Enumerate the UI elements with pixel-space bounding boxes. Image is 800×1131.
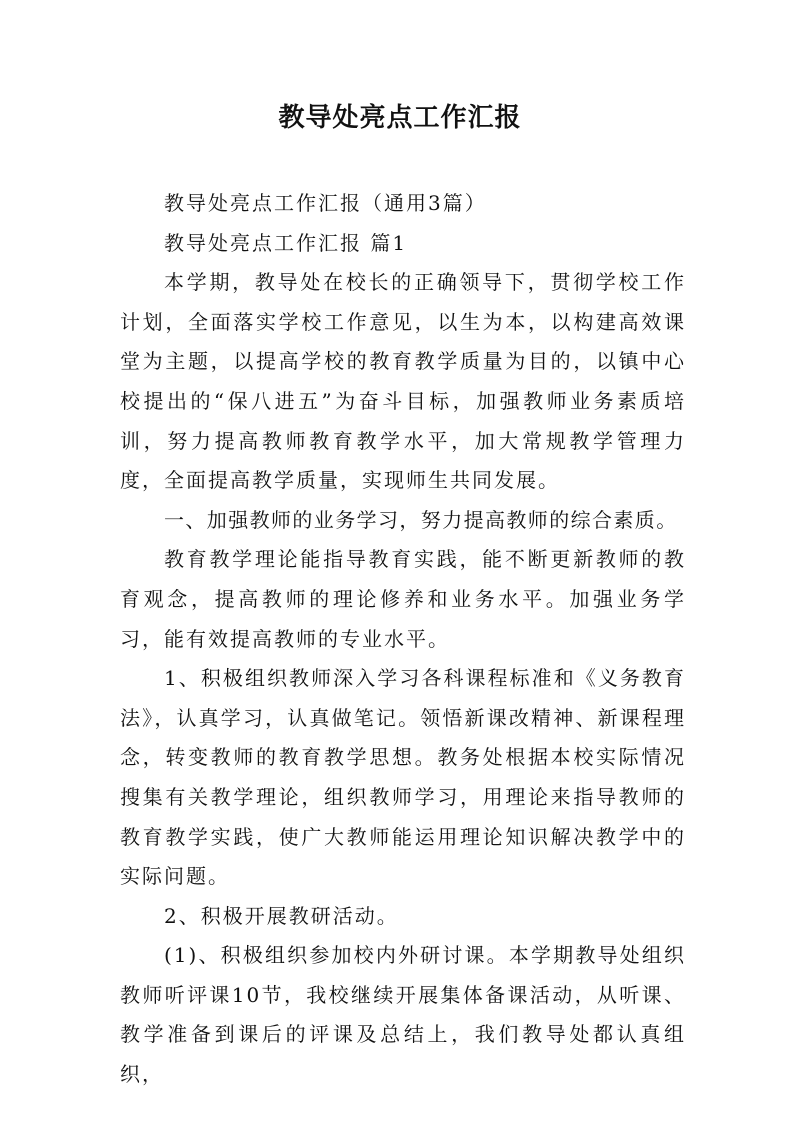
section-heading: 教导处亮点工作汇报 篇1 (164, 230, 408, 255)
document-body (120, 184, 686, 1095)
paragraph: 教育教学理论能指导教育实践，能不断更新教师的教育观念，提高教师的理论修养和业务水平。加强业务学习，能有效提高教师的专业水平。 (120, 547, 686, 651)
paragraph: 一、加强教师的业务学习，努力提高教师的综合素质。 (164, 507, 678, 532)
paragraph: 本学期，教导处在校长的正确领导下，贯彻学校工作计划，全面落实学校工作意见，以生为本，以构建高效课堂为主题，以提高学校的教育教学质量为目的，以镇中心校提出的“保八进五”为奋斗目标，加强教师业务素质培训，努力提高教师教育教学水平，加大常规教学管理力度，全面提高教学质量，实现师生共同发展。 (120, 270, 686, 493)
paragraph: (1)、积极组织参加校内外研讨课。本学期教导处组织教师听评课10节，我校继续开展集体备课活动，从听课、教学准备到课后的评课及总结上，我们教导处都认真组织， (120, 943, 686, 1087)
paragraph: 2、积极开展教研活动。 (164, 903, 399, 928)
doc-subtitle: 教导处亮点工作汇报（通用3篇） (164, 191, 487, 215)
paragraph: 1、积极组织教师深入学习各科课程标准和《义务教育法》，认真学习，认真做笔记。领悟新课改精神、新课程理念，转变教师的教育教学思想。教务处根据本校实际情况搜集有关教学理论，组织教师学习，用理论来指导教师的教育教学实践，使广大教师能运用理论知识解决教学中的实际问题。 (120, 666, 686, 889)
document-title: 教导处亮点工作汇报 (278, 103, 522, 133)
